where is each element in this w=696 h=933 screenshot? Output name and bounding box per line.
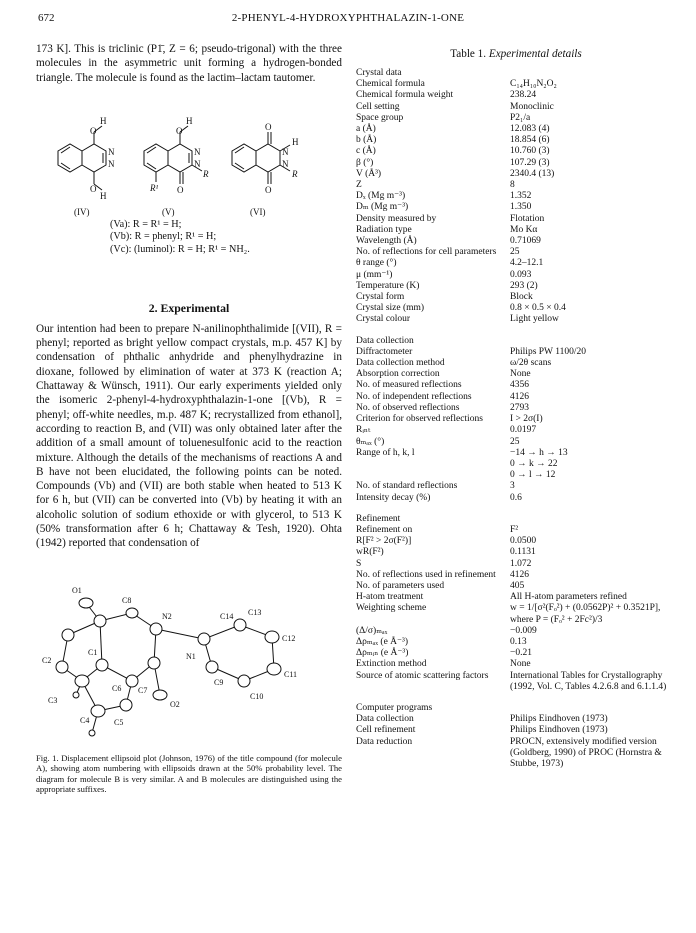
table-row xyxy=(356,380,676,391)
table-row-value: International Tables for Crystallography (1992, Vol. C, Tables 4.2.6.8 and 6.1.1.4) xyxy=(510,670,667,692)
table-row-value: 4356 xyxy=(510,380,529,391)
table-title xyxy=(356,48,676,60)
table-row-label: Cell setting xyxy=(356,101,400,112)
table-section-title: Refinement xyxy=(356,513,401,524)
table-row xyxy=(356,347,676,358)
table-row-label: No. of reflections used in refinement xyxy=(356,569,496,580)
table-row xyxy=(356,459,676,470)
v-o-top: O xyxy=(176,125,183,136)
atom-c1: C1 xyxy=(88,647,98,657)
table-caption: Experimental details xyxy=(488,48,582,60)
table-row xyxy=(356,392,676,403)
table-row-label: (Δ/σ)ₘₐₓ xyxy=(356,625,388,636)
table-row-value: 1.072 xyxy=(510,558,532,569)
table-row-label: c (Å) xyxy=(356,146,376,157)
table-row-label: Crystal colour xyxy=(356,314,411,325)
table-row-value: 0.6 xyxy=(510,492,522,503)
table-row-value: 0.8 × 0.5 × 0.4 xyxy=(510,303,566,314)
table-row-label: Data reduction xyxy=(356,736,413,747)
atom-n2: N2 xyxy=(162,611,172,621)
chemical-structures xyxy=(36,91,342,255)
table-row-value: Flotation xyxy=(510,213,545,224)
table-row-value: 1.350 xyxy=(510,202,532,213)
table-row-label: V (Å³) xyxy=(356,168,382,179)
table-row xyxy=(356,671,676,693)
table-row-value: Philips PW 1100/20 xyxy=(510,346,587,357)
table-row xyxy=(356,90,676,101)
table-row xyxy=(356,570,676,581)
table-row xyxy=(356,292,676,303)
table-row-value: 405 xyxy=(510,580,525,591)
v-n2: N xyxy=(194,158,201,169)
table-row-label: Density measured by xyxy=(356,213,437,224)
table-row-label: H-atom treatment xyxy=(356,592,424,603)
table-row-label: β (°) xyxy=(356,157,374,168)
table-row xyxy=(356,180,676,191)
v-h-top: H xyxy=(186,115,193,126)
table-row xyxy=(356,258,676,269)
table-row xyxy=(356,135,676,146)
table-row-value: 293 (2) xyxy=(510,280,538,291)
table-row-value: 0.13 xyxy=(510,636,527,647)
table-row-value: 4.2–12.1 xyxy=(510,258,544,269)
table-row-value: 12.083 (4) xyxy=(510,124,550,135)
table-row-value: 0 → l → 12 xyxy=(510,470,556,481)
table-row xyxy=(356,158,676,169)
table-row-value: PROCN, extensively modified version (Goldberg, 1990) of PROC (Hornstra & Stubbe, 1973) xyxy=(510,736,662,769)
iv-o-top: O xyxy=(90,125,97,136)
iv-o-bottom: O xyxy=(90,183,97,194)
table-row-value: F² xyxy=(510,524,519,535)
table-row-value: 0.71069 xyxy=(510,236,541,247)
table-row-value: 1.352 xyxy=(510,191,532,202)
vi-h: H xyxy=(292,136,299,147)
table-row-value: 4126 xyxy=(510,569,529,580)
table-row xyxy=(356,648,676,659)
table-row-value: 0.0197 xyxy=(510,425,537,436)
table-row xyxy=(356,225,676,236)
left-column xyxy=(36,42,342,795)
table-row xyxy=(356,202,676,213)
table-row-label: No. of reflections for cell parameters xyxy=(356,247,497,258)
atom-n1: N1 xyxy=(186,651,196,661)
label-iv: (IV) xyxy=(74,206,90,217)
atom-c10: C10 xyxy=(250,691,264,701)
table-row xyxy=(356,603,676,625)
atom-c2: C2 xyxy=(42,655,52,665)
table-row xyxy=(356,281,676,292)
table-row xyxy=(356,448,676,459)
atom-labels xyxy=(42,586,297,727)
table-row-label: Chemical formula weight xyxy=(356,90,454,101)
table-row xyxy=(356,236,676,247)
atom-c13: C13 xyxy=(248,607,262,617)
table-section-title: Crystal data xyxy=(356,68,402,78)
section-heading: 2. Experimental xyxy=(148,300,230,315)
running-title: 2-PHENYL-4-HYDROXYPHTHALAZIN-1-ONE xyxy=(231,12,465,24)
table-row xyxy=(356,437,676,448)
table-row xyxy=(356,725,676,736)
table-row xyxy=(356,425,676,436)
table-row xyxy=(356,547,676,558)
table-row-label: Radiation type xyxy=(356,224,412,235)
atom-c12: C12 xyxy=(282,633,296,643)
atom-c4: C4 xyxy=(80,715,90,725)
table-row-value: 18.854 (6) xyxy=(510,135,550,146)
right-column xyxy=(356,42,676,780)
table-row xyxy=(356,637,676,648)
table-row xyxy=(356,414,676,425)
table-row xyxy=(356,146,676,157)
table-row xyxy=(356,79,676,90)
rdef-vc: (Vc): (luminol): R = H; R¹ = NH₂. xyxy=(110,243,250,255)
table-row-label xyxy=(356,470,510,481)
table-row-label: No. of independent reflections xyxy=(356,391,472,402)
table-row-label: Chemical formula xyxy=(356,79,425,90)
table-row-label: Weighting scheme xyxy=(356,603,427,614)
table-row-label: Criterion for observed reflections xyxy=(356,414,483,425)
v-r: R xyxy=(203,168,209,179)
table-row xyxy=(356,247,676,258)
table-section-title: Computer programs xyxy=(356,702,433,713)
vi-r: R xyxy=(292,168,298,179)
figure-1 xyxy=(36,563,342,749)
running-header xyxy=(0,12,696,28)
table-row-value: 0.0500 xyxy=(510,536,537,547)
table-row xyxy=(356,403,676,414)
table-section xyxy=(356,68,676,326)
table-row-label: Z xyxy=(356,180,362,191)
atom-c5: C5 xyxy=(114,717,124,727)
r-definitions xyxy=(110,219,250,257)
table-row-value: 2340.4 (13) xyxy=(510,168,555,179)
table-row-label: Crystal form xyxy=(356,292,405,303)
table-row xyxy=(356,124,676,135)
table-row xyxy=(356,626,676,637)
ellipsoid-plot xyxy=(36,563,342,749)
iv-n2: N xyxy=(108,158,115,169)
table-row-label: Intensity decay (%) xyxy=(356,492,431,503)
table-row-label: θ range (°) xyxy=(356,258,397,269)
table-row xyxy=(356,470,676,481)
table-row-value: Monoclinic xyxy=(510,101,554,112)
table-row-value: 3 xyxy=(510,481,515,492)
atom-c9: C9 xyxy=(214,677,224,687)
table-row-value: 8 xyxy=(510,180,515,191)
label-v: (V) xyxy=(162,206,175,217)
table-row-value: −0.009 xyxy=(510,625,537,636)
table-row-label: R[F² > 2σ(F²)] xyxy=(356,536,412,547)
rdef-vb: (Vb): R = phenyl; R¹ = H; xyxy=(110,231,217,243)
table-row-label: No. of parameters used xyxy=(356,580,445,591)
table-row xyxy=(356,303,676,314)
table-row-value: Block xyxy=(510,292,533,303)
table-row-label: μ (mm⁻¹) xyxy=(356,269,393,280)
table-row xyxy=(356,592,676,603)
experimental-table xyxy=(356,68,676,770)
table-row-value: Light yellow xyxy=(510,314,559,325)
intro-paragraph: 173 K]. This is triclinic (P1̄, Z = 6; pseudo-trigonal) with the three molecules in the asymmetric unit forming a hydrogen-bonded triangle. The molecule is found as the lactim–lactam tautomer. xyxy=(36,43,342,84)
table-row-label xyxy=(356,459,510,470)
table-row-label: Dₓ (Mg m⁻³) xyxy=(356,191,406,202)
table-row-value: 4126 xyxy=(510,391,529,402)
table-row xyxy=(356,525,676,536)
table-row-label: Crystal size (mm) xyxy=(356,303,425,314)
table-row xyxy=(356,714,676,725)
atom-c8: C8 xyxy=(122,595,132,605)
table-row-value: 0.093 xyxy=(510,269,532,280)
iv-h-bottom: H xyxy=(100,190,107,201)
table-row-value: Mo Kα xyxy=(510,224,538,235)
v-o-bottom: O xyxy=(177,184,184,195)
table-row-value: 238.24 xyxy=(510,90,537,101)
v-n1: N xyxy=(194,146,201,157)
table-row-value: 10.760 (3) xyxy=(510,146,550,157)
table-row xyxy=(356,581,676,592)
table-row-value: 0 → k → 22 xyxy=(510,458,558,469)
table-row-value: None xyxy=(510,659,531,670)
atom-c14: C14 xyxy=(220,611,234,621)
atom-c7: C7 xyxy=(138,685,148,695)
table-row-value: None xyxy=(510,369,531,380)
iv-n1: N xyxy=(108,146,115,157)
table-row-label: Range of h, k, l xyxy=(356,447,415,458)
table-row-value: Philips Eindhoven (1973) xyxy=(510,714,608,725)
table-row-label: Rᵢₙₜ xyxy=(356,425,371,436)
table-row xyxy=(356,102,676,113)
table-row-label: Wavelength (Å) xyxy=(356,236,417,247)
vi-n2: N xyxy=(282,158,289,169)
table-row xyxy=(356,113,676,124)
table-section-title: Data collection xyxy=(356,335,414,346)
table-row-label: Refinement on xyxy=(356,524,413,535)
table-row xyxy=(356,270,676,281)
atom-c3: C3 xyxy=(48,695,58,705)
table-row-value: ω/2θ scans xyxy=(510,358,552,369)
table-row-value: 2793 xyxy=(510,402,529,413)
table-row xyxy=(356,737,676,771)
table-row-label: Extinction method xyxy=(356,659,427,670)
table-row-value: Philips Eindhoven (1973) xyxy=(510,725,608,736)
table-row-label: Absorption correction xyxy=(356,369,440,380)
iv-h-top: H xyxy=(100,115,107,126)
atom-o2: O2 xyxy=(170,699,180,709)
vi-n1: N xyxy=(282,146,289,157)
table-row-label: Diffractometer xyxy=(356,346,413,357)
table-row-label: Dₘ (Mg m⁻³) xyxy=(356,202,409,213)
table-row xyxy=(356,214,676,225)
vi-o-top: O xyxy=(265,121,272,132)
table-row-label: Data collection method xyxy=(356,358,445,369)
table-row xyxy=(356,191,676,202)
table-row-value: P2₁/a xyxy=(510,112,531,123)
table-row-value: −14 → h → 13 xyxy=(510,447,568,458)
table-row xyxy=(356,314,676,325)
table-row xyxy=(356,369,676,380)
label-vi: (VI) xyxy=(250,206,266,217)
table-row xyxy=(356,358,676,369)
table-row-value: I > 2σ(I) xyxy=(510,414,543,425)
atom-c6: C6 xyxy=(112,683,122,693)
table-row-label: Δρₘᵢₙ (e Å⁻³) xyxy=(356,648,409,659)
table-row xyxy=(356,659,676,670)
table-row-value: 25 xyxy=(510,247,520,258)
table-row-label: Cell refinement xyxy=(356,725,416,736)
table-row-label: No. of measured reflections xyxy=(356,380,462,391)
table-row-label: wR(F²) xyxy=(356,547,384,558)
rdef-va: (Va): R = R¹ = H; xyxy=(110,218,182,230)
atom-o1: O1 xyxy=(72,585,82,595)
figure-caption: Fig. 1. Displacement ellipsoid plot (Johnson, 1976) of the title compound (for molecule A), showing atom numbering with ellipsoids drawn at the 50% probability level. The diagram for molecule B is very similar. A and B molecules are distinguished using the appropriate suffixes. xyxy=(36,752,342,795)
table-row xyxy=(356,536,676,547)
table-row-label: Data collection xyxy=(356,714,414,725)
table-row-label: No. of observed reflections xyxy=(356,402,460,413)
table-row-label: Source of atomic scattering factors xyxy=(356,670,489,681)
table-row-value: −0.21 xyxy=(510,648,532,659)
table-row-label: b (Å) xyxy=(356,135,377,146)
experimental-paragraph: Our intention had been to prepare N-anilinophthalimide [(VII), R = phenyl; reported as bright yellow compact crystals, m.p. 457 K] by condensation of phthalic anhydride and phenylhydrazine in dioxane, followed by elimination of water at 373 K (reaction A; Chattaway & Wünsch, 1911). Our early experiments yielded only the isomeric 2-phenyl-4-hydroxyphthalazin-1-one [(Vb), R = phenyl; off-white needles, m.p. 487 K; recrystallized from ethanol], according to reaction B, and (VII) was only obtained later after the addition of a small amount of toluenesulfonic acid to the reaction mixture. Although the details of the mechanisms of reactions A and B have not been elucidated, the following points can be noted. Compounds (Vb) and (VII) are both stable when heated to 513 K for 6 h, but (VII) can be converted into (Vb) by heating it with an alcoholic solution of sodium ethoxide or with glycerol, to 513 K (50% transformation after 6 h; Chattaway & Tesh, 1920). Ohta (1942) reported that condensation of xyxy=(36,322,342,550)
table-row-value: 0.1131 xyxy=(510,547,536,558)
structure-vi xyxy=(232,132,290,184)
page-number: 672 xyxy=(38,12,55,24)
table-row xyxy=(356,493,676,504)
v-r1: R¹ xyxy=(150,182,159,193)
table-row xyxy=(356,559,676,570)
table-row-label: Δρₘₐₓ (e Å⁻³) xyxy=(356,636,409,647)
structure-iv xyxy=(58,126,106,190)
table-row xyxy=(356,169,676,180)
table-row-value: w = 1/[σ²(Fₒ²) + (0.0562P)² + 0.3521P], where P = (Fₒ² + 2Fc²)/3 xyxy=(510,603,661,625)
vi-o-bottom: O xyxy=(265,184,272,195)
table-row-label: Temperature (K) xyxy=(356,280,420,291)
table-row-value: C₁₄H₁₀N₂O₂ xyxy=(510,79,557,90)
atom-c11: C11 xyxy=(284,669,298,679)
table-row-value: 107.29 (3) xyxy=(510,157,550,168)
table-row-label: No. of standard reflections xyxy=(356,481,458,492)
table-row-value: All H-atom parameters refined xyxy=(510,592,627,603)
table-section xyxy=(356,703,676,770)
table-row-label: S xyxy=(356,558,362,569)
table-row-label: a (Å) xyxy=(356,124,376,135)
table-section xyxy=(356,336,676,504)
table-row xyxy=(356,481,676,492)
table-row-value: 25 xyxy=(510,436,520,447)
table-number: Table 1. xyxy=(450,48,487,60)
table-row-label: θₘₐₓ (°) xyxy=(356,436,385,447)
table-row-label: Space group xyxy=(356,112,404,123)
table-section xyxy=(356,514,676,693)
